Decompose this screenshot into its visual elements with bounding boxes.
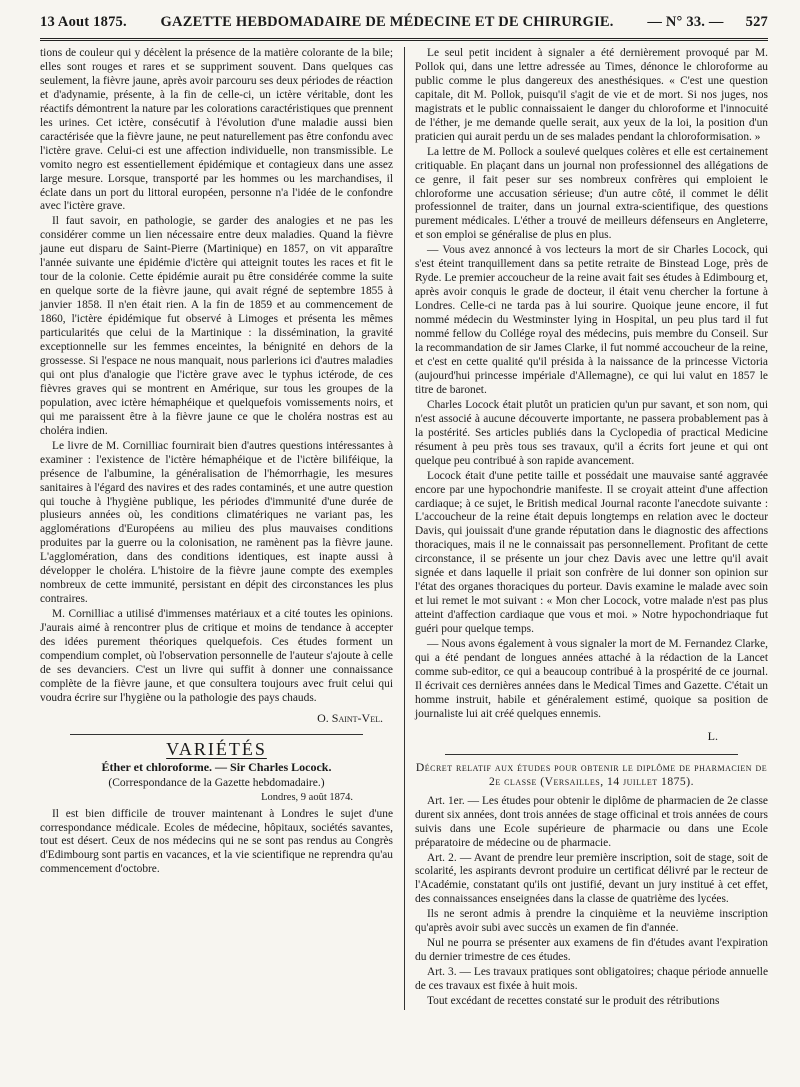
issue-number: — N° 33. — bbox=[647, 13, 724, 30]
article-paragraph: Art. 3. — Les travaux pratiques sont obligatoires; chaque période annuelle de ces travaux est fixée à huit mois. bbox=[415, 966, 768, 993]
journal-title: GAZETTE HEBDOMADAIRE DE MÉDECINE ET DE CHIRURGIE. bbox=[160, 13, 614, 30]
decree-heading: Décret relatif aux études pour obtenir le diplôme de pharmacien de 2e classe (Versailles, 14 juillet 1875). bbox=[415, 760, 768, 788]
paragraph: tions de couleur qui y décèlent la présence de la matière colorante de la bile; elles sont rouges et rares et se suppriment souvent. Dans quelques cas seulement, la fièvre jaune, après avoir parcouru ses deux périodes de réaction et d'adynamie, présente, à la fin de celle-ci, un ictère véritable, dont les réactifs démontrent la nature par les colorations caractéristiques que prennent les urines. Cet ictère, consécutif à l'évolution d'une maladie aussi bien caractérisée que la fièvre jaune, ne peut naturellement pas être confondu avec l'ictère grave. Celui-ci est une affection individuelle, non transmissible. Le vomito negro est essentiellement épidémique et contagieux dans une assez large mesure. Lorsque, transporté par les hommes ou les marchandises, il éclate dans un port du littoral européen, personne n'a l'idée de le confondre avec l'ictère grave. bbox=[40, 47, 393, 213]
paragraph: M. Cornilliac a utilisé d'immenses matériaux et a cité toutes les opinions. J'aurais aimé à rencontrer plus de critique et moins de tendance à accepter des idées purement théoriques quelquefois. Ces études forment un compendium complet, où l'observation personnelle de l'auteur s'ajoute à celle de ses devanciers. C'est un livre qui suffit à donner une connaissance complète de la fièvre jaune, et que consultera toujours avec fruit celui qui voudra écrire sur l'hygiène ou la pathologie des pays chauds. bbox=[40, 608, 393, 704]
right-column bbox=[415, 47, 768, 1010]
two-column-body bbox=[40, 47, 768, 1010]
signature: O. Saint-Vel. bbox=[317, 710, 383, 725]
paragraph: Il faut savoir, en pathologie, se garder des analogies et ne pas les considérer comme un lien nécessaire entre deux maladies. Quand la fièvre jaune eut disparu de Saint-Pierre (Martinique) en 1857, on vit apparaître l'année suivante une épidémie d'ictère qui atteignit toutes les races et fit le tour de la colonie. Cette épidémie aurait pu être considérée comme la suite en quelque sorte de la fièvre jaune, qui avait régné de septembre 1855 à janvier 1858. Il n'en était rien. A la fin de 1859 et au commencement de 1860, l'ictère épidémique fut observé à Limoges et présenta les mêmes particularités que celui de la Martinique : la dissémination, la gravité exceptionnelle sur les femmes enceintes, la bénignité en dehors de la grossesse. Si l'espace ne nous manquait, nous parlerions ici d'autres maladies qui ont plus d'analogie que l'ictère grave avec le typhus ictérode, de ces fièvres graves qui se montrent en Amérique, sur tous les groupes de la population, avec ictère hémaphéique et quelquefois vomissements noirs, et qui me paraissent être à la fièvre jaune ce que le choléra nostras est au choléra indien. bbox=[40, 215, 393, 437]
paragraph: La lettre de M. Pollock a soulevé quelques colères et elle est certainement critiquable. En plaçant dans un journal non professionnel des allégations de ce genre, il fait peser sur ses nombreux confrères qui emploient le chloroforme une accusation sérieuse; d'un autre côté, il commet le délit professionnel de traiter, dans un journal extra-scientifique, des questions purement médicales. L'éther a trouvé de meilleurs défenseurs en Angleterre, et son emploi se généralise de plus en plus. bbox=[415, 145, 768, 242]
article-paragraph: Art. 1er. — Les études pour obtenir le diplôme de pharmacien de 2e classe durent six années, dont trois années de stage officinal et trois années de cours suivis dans une Ecole supérieure de pharmacie ou dans une Ecole préparatoire de médecine ou de pharmacie. bbox=[415, 794, 768, 849]
paragraph: Le livre de M. Cornilliac fournirait bien d'autres questions intéressantes à examiner : l'existence de l'ictère hémaphéique et de l'ictère biliféique, la présence de l'albumine, la généralisation de l'hémorrhagie, les mesures sanitaires à l'égard des navires et des rades contaminés, et une autre question qui touche à l'hygiène publique, les périodes d'immunité d'une durée de plusieurs années où, les conditions climatériques ne variant pas, les agglomérations d'Européens au milieu des plus mauvaises conditions produites par la guerre ou la colonisation, ne ramènent pas la fièvre jaune. L'agglomération, dans des conditions identiques, est inapte aussi à développer le choléra. L'histoire de la fièvre jaune compte des exemples nombreux de cette immunité, persistant en dépit des circonstances les plus contraires. bbox=[40, 439, 393, 606]
dateline: Londres, 9 août 1874. bbox=[261, 791, 353, 803]
section-heading: VARIÉTÉS bbox=[166, 738, 267, 759]
page-number: 527 bbox=[745, 13, 768, 30]
paragraph: Tout excédant de recettes constaté sur le produit des rétributions bbox=[427, 995, 720, 1008]
article-subtitle: Éther et chloroforme. — Sir Charles Locock. bbox=[101, 759, 332, 774]
paragraph: Il est bien difficile de trouver maintenant à Londres le sujet d'une correspondance médicale. Ecoles de médecine, hôpitaux, sociétés savantes, tout est désert. Ceux de nos médecins qui ne se sont pas rendus au Congrès d'Edimbourg sont partis en vacances, et la vie scientifique ne reprendra qu'au commencement d'octobre. bbox=[40, 807, 393, 876]
column-divider bbox=[404, 47, 405, 1010]
article-paragraph: Art. 2. — Avant de prendre leur première inscription, soit de stage, soit de scolarité, les aspirants devront produire un certificat délivré par le recteur de l'Académie, constatant qu'ils ont justifié, devant un jury institué à cet effet, des connaissances enseignées dans la classe de quatrième des lycées. bbox=[415, 851, 768, 906]
section-rule bbox=[445, 754, 738, 755]
left-column bbox=[40, 47, 393, 1010]
paragraph: — Nous avons également à vous signaler la mort de M. Fernandez Clarke, qui a été pendant de longues années attaché à la rédaction de la Lancet comme sub-editor, ce qui a beaucoup contribué à la prospérité de ce journal. Il écrivait ces dernières années dans le Medical Times and Gazette. C'était un homme instruit, habile et généralement estimé, quoique sa position de journaliste lui ait créé quelques ennemis. bbox=[415, 638, 768, 720]
paragraph: Charles Locock était plutôt un praticien qu'un pur savant, et son nom, qui n'est associé à aucune découverte importante, ne passera probablement pas à la postérité. Ses articles publiés dans la Cyclopedia of practical Medicine résument à peu près tous ses travaux, qu'il a écrits fort jeune et qui ont quelque peu contribué à son rapide avancement. bbox=[415, 398, 768, 467]
signature: L. bbox=[707, 728, 718, 743]
header-date: 13 Aout 1875. bbox=[40, 13, 127, 30]
paragraph: Nul ne pourra se présenter aux examens de fin d'études avant l'expiration du dernier trimestre de ces études. bbox=[415, 937, 768, 964]
section-rule bbox=[70, 734, 363, 735]
header-rule bbox=[40, 38, 768, 41]
correspondence-note: (Correspondance de la Gazette hebdomadaire.) bbox=[108, 776, 325, 789]
paragraph: — Vous avez annoncé à vos lecteurs la mort de sir Charles Locock, qui s'est éteint tranquillement dans sa petite retraite de Binstead Loge, près de Ryde. Le premier accoucheur de la reine avait fait ses études à Edimbourg et, après avoir conquis le grade de docteur, il était venu chercher la fortune à Londres. Celle-ci ne tarda pas à lui sourire. Quoique jeune encore, il fut nommé médecin du Westminster lying in Hospital, un peu plus tard il fut nommé fellow du Collége royal des médecins, puis membre du Conseil. Sur la recommandation de sir James Clarke, il fut nommé accoucheur de la reine, et c'est en cette qualité qu'il présida à la naissance de la princesse Victoria (aujourd'hui princesse impériale d'Allemagne), ce qui lui valut en 1857 le titre de baronet. bbox=[415, 244, 768, 396]
paragraph: Ils ne seront admis à prendre la cinquième et la neuvième inscription qu'après avoir subi avec succès un examen de fin d'année. bbox=[415, 908, 768, 935]
paragraph: Le seul petit incident à signaler a été dernièrement provoqué par M. Pollok qui, dans une lettre adressée au Times, dénonce le chloroforme au public comme le plus dangereux des anesthésiques. « C'est une question capitale, dit M. Pollok, puisqu'il s'agit de vie et de mort. Si nos juges, nos magistrats et le public connaissaient le danger du chloroforme et l'innocuité de l'éther, je me demande quelle serait, aux yeux de la loi, la position d'un praticien qui aurait perdu un de ses malades pendant la chloroformisation. » bbox=[415, 47, 768, 143]
paragraph: Locock était d'une petite taille et possédait une mauvaise santé aggravée encore par une hypochondrie manifeste. Il se croyait atteint d'une affection cardiaque; à ce sujet, le British medical Journal raconte l'anecdote suivante : L'accoucheur de la reine était depuis longtemps en relation avec le docteur Davis, qui jouissait d'une grande réputation dans le diagnostic des affections thoraciques, mais il ne le connaissait pas personnellement. Profitant de cette circonstance, il se présente un jour chez Davis avec une lettre qu'il avait signée et dans laquelle il priait son confrère de lui donner son opinion sur l'état des organes thoraciques du porteur. Davis examine le malade avec soin et lui remet le mot suivant : « Mon cher Locock, votre malade n'est pas plus atteint d'affection cardiaque que vous et moi. » Notre hypochondriaque fut guéri pour quelque temps. bbox=[415, 469, 768, 636]
